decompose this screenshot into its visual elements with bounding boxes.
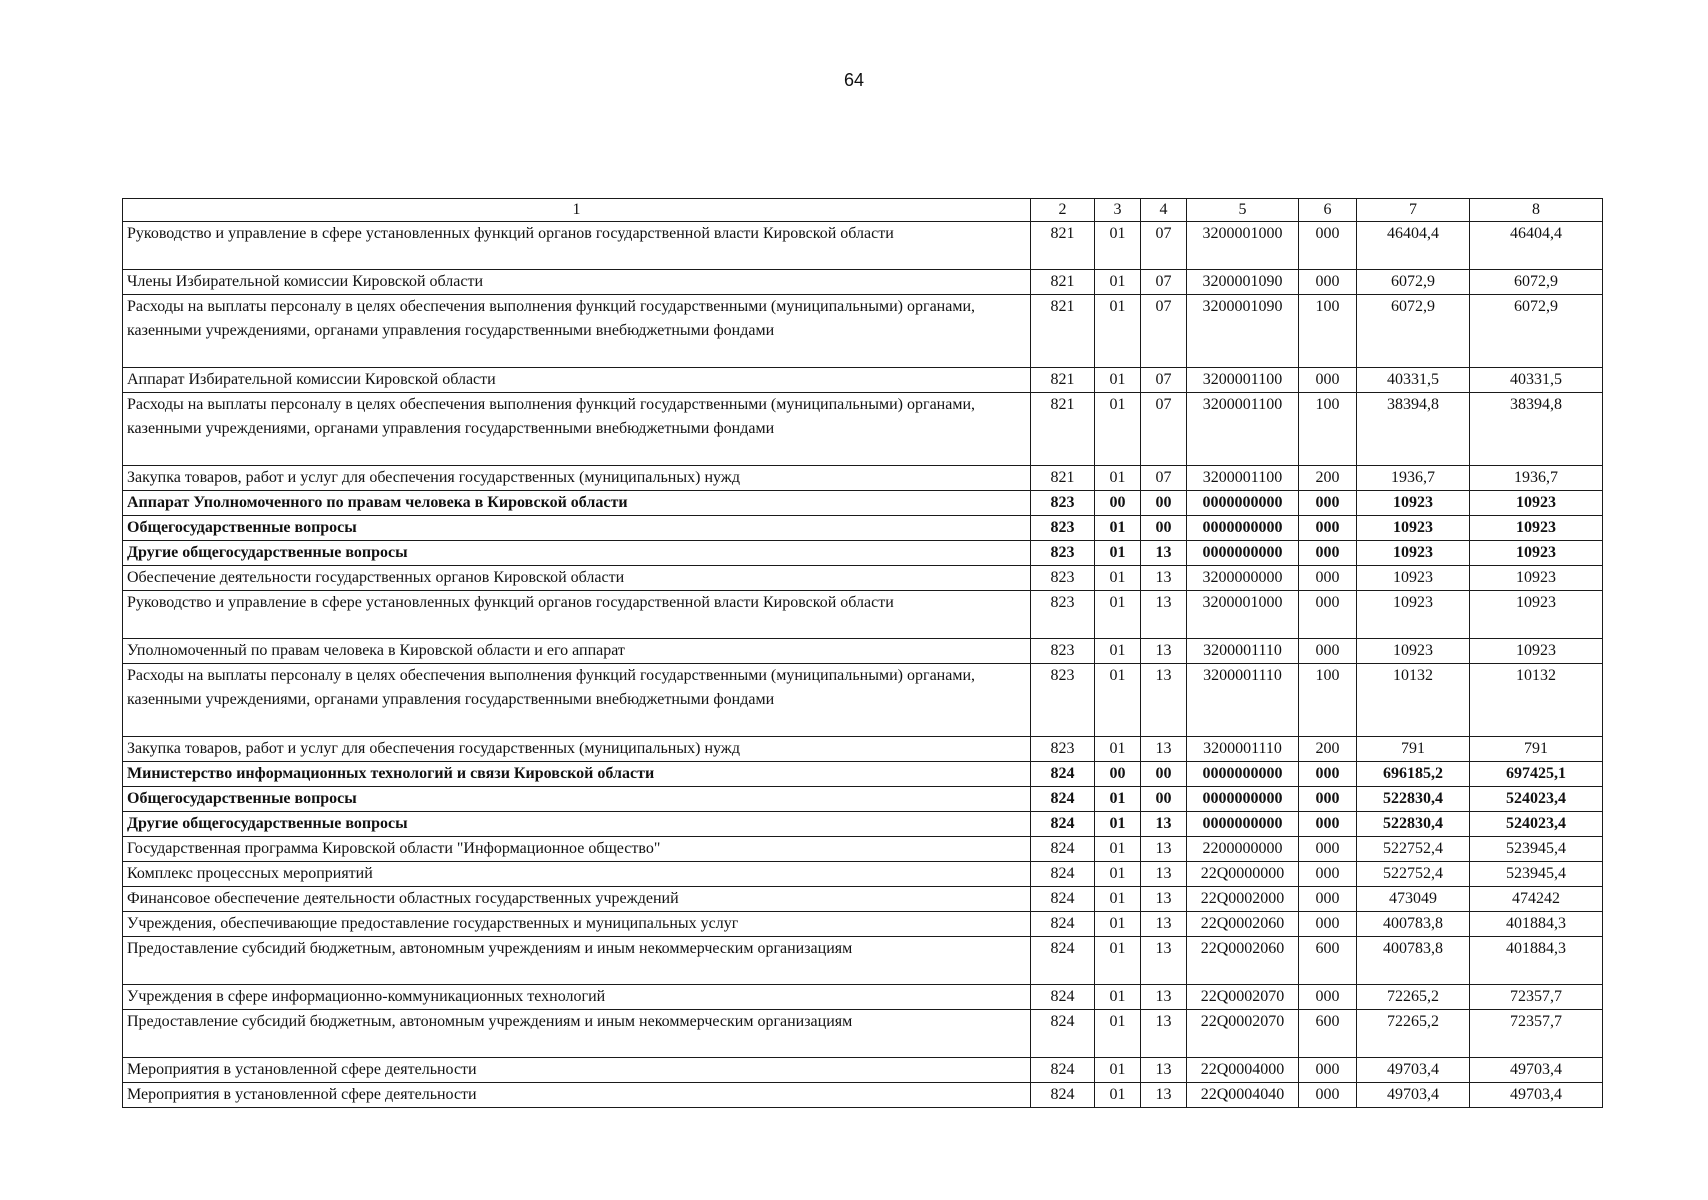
row-amount-cell: 10923 xyxy=(1357,566,1470,591)
row-amount-cell: 38394,8 xyxy=(1470,393,1603,466)
row-name-cell: Аппарат Избирательной комиссии Кировской области xyxy=(123,368,1031,393)
row-code-cell: 823 xyxy=(1031,664,1095,737)
row-code-cell: 823 xyxy=(1031,591,1095,639)
row-subsection-cell: 00 xyxy=(1141,491,1187,516)
row-expense-type-cell: 000 xyxy=(1299,566,1357,591)
row-amount-cell: 522830,4 xyxy=(1357,787,1470,812)
row-target-item-cell: 2200000000 xyxy=(1187,837,1299,862)
row-code-cell: 824 xyxy=(1031,1010,1095,1058)
row-name-cell: Комплекс процессных мероприятий xyxy=(123,862,1031,887)
row-amount-cell: 697425,1 xyxy=(1470,762,1603,787)
row-amount-cell: 10132 xyxy=(1357,664,1470,737)
header-cell: 8 xyxy=(1470,199,1603,222)
row-subsection-cell: 13 xyxy=(1141,1010,1187,1058)
row-amount-cell: 40331,5 xyxy=(1470,368,1603,393)
row-name-cell: Аппарат Уполномоченного по правам человека в Кировской области xyxy=(123,491,1031,516)
row-amount-cell: 6072,9 xyxy=(1470,270,1603,295)
row-subsection-cell: 13 xyxy=(1141,737,1187,762)
header-cell: 1 xyxy=(123,199,1031,222)
table-row xyxy=(123,862,1603,887)
row-name-cell: Общегосударственные вопросы xyxy=(123,516,1031,541)
row-name-cell: Финансовое обеспечение деятельности областных государственных учреждений xyxy=(123,887,1031,912)
table-row xyxy=(123,591,1603,639)
row-amount-cell: 10923 xyxy=(1470,541,1603,566)
row-subsection-cell: 07 xyxy=(1141,393,1187,466)
row-code-cell: 824 xyxy=(1031,862,1095,887)
row-amount-cell: 523945,4 xyxy=(1470,837,1603,862)
row-code-cell: 821 xyxy=(1031,222,1095,270)
row-code-cell: 823 xyxy=(1031,516,1095,541)
row-amount-cell: 10923 xyxy=(1470,639,1603,664)
row-amount-cell: 72265,2 xyxy=(1357,985,1470,1010)
row-section-cell: 01 xyxy=(1095,887,1141,912)
row-amount-cell: 522830,4 xyxy=(1357,812,1470,837)
row-code-cell: 823 xyxy=(1031,491,1095,516)
row-amount-cell: 46404,4 xyxy=(1470,222,1603,270)
row-code-cell: 824 xyxy=(1031,912,1095,937)
row-target-item-cell: 22Q0002060 xyxy=(1187,912,1299,937)
row-amount-cell: 10923 xyxy=(1470,491,1603,516)
row-expense-type-cell: 000 xyxy=(1299,222,1357,270)
row-target-item-cell: 22Q0002070 xyxy=(1187,985,1299,1010)
row-section-cell: 01 xyxy=(1095,566,1141,591)
row-subsection-cell: 13 xyxy=(1141,887,1187,912)
row-amount-cell: 1936,7 xyxy=(1470,466,1603,491)
row-code-cell: 824 xyxy=(1031,1083,1095,1108)
row-expense-type-cell: 000 xyxy=(1299,787,1357,812)
row-code-cell: 824 xyxy=(1031,1058,1095,1083)
row-amount-cell: 6072,9 xyxy=(1357,270,1470,295)
row-amount-cell: 696185,2 xyxy=(1357,762,1470,787)
row-expense-type-cell: 000 xyxy=(1299,812,1357,837)
row-amount-cell: 524023,4 xyxy=(1470,787,1603,812)
row-section-cell: 01 xyxy=(1095,270,1141,295)
row-expense-type-cell: 100 xyxy=(1299,295,1357,368)
row-amount-cell: 522752,4 xyxy=(1357,837,1470,862)
row-amount-cell: 10923 xyxy=(1470,516,1603,541)
row-name-cell: Мероприятия в установленной сфере деятельности xyxy=(123,1083,1031,1108)
row-amount-cell: 49703,4 xyxy=(1357,1058,1470,1083)
table-row xyxy=(123,393,1603,466)
row-section-cell: 01 xyxy=(1095,591,1141,639)
row-amount-cell: 46404,4 xyxy=(1357,222,1470,270)
row-name-cell: Расходы на выплаты персоналу в целях обеспечения выполнения функций государственными (муниципальными) органами, казенными учреждениями, органами управления государственными внебюджетными фондами xyxy=(123,295,1031,368)
row-amount-cell: 72357,7 xyxy=(1470,985,1603,1010)
table-row xyxy=(123,491,1603,516)
budget-table xyxy=(122,198,1603,1108)
row-expense-type-cell: 100 xyxy=(1299,393,1357,466)
row-subsection-cell: 13 xyxy=(1141,639,1187,664)
row-section-cell: 01 xyxy=(1095,541,1141,566)
row-amount-cell: 10923 xyxy=(1357,639,1470,664)
table-row xyxy=(123,270,1603,295)
row-amount-cell: 791 xyxy=(1470,737,1603,762)
table-row xyxy=(123,1010,1603,1058)
row-section-cell: 01 xyxy=(1095,1058,1141,1083)
row-expense-type-cell: 100 xyxy=(1299,664,1357,737)
row-amount-cell: 400783,8 xyxy=(1357,912,1470,937)
row-expense-type-cell: 600 xyxy=(1299,937,1357,985)
row-target-item-cell: 22Q0004040 xyxy=(1187,1083,1299,1108)
row-amount-cell: 38394,8 xyxy=(1357,393,1470,466)
row-target-item-cell: 3200000000 xyxy=(1187,566,1299,591)
row-name-cell: Государственная программа Кировской области "Информационное общество" xyxy=(123,837,1031,862)
row-expense-type-cell: 000 xyxy=(1299,912,1357,937)
row-target-item-cell: 3200001100 xyxy=(1187,466,1299,491)
row-code-cell: 823 xyxy=(1031,639,1095,664)
row-subsection-cell: 07 xyxy=(1141,295,1187,368)
row-amount-cell: 6072,9 xyxy=(1470,295,1603,368)
page-number: 64 xyxy=(843,70,865,90)
row-expense-type-cell: 000 xyxy=(1299,762,1357,787)
row-name-cell: Обеспечение деятельности государственных органов Кировской области xyxy=(123,566,1031,591)
row-target-item-cell: 3200001100 xyxy=(1187,368,1299,393)
row-name-cell: Руководство и управление в сфере установленных функций органов государственной власти Кировской области xyxy=(123,222,1031,270)
table-row xyxy=(123,787,1603,812)
row-amount-cell: 10923 xyxy=(1357,541,1470,566)
row-name-cell: Другие общегосударственные вопросы xyxy=(123,541,1031,566)
row-code-cell: 824 xyxy=(1031,787,1095,812)
row-code-cell: 824 xyxy=(1031,812,1095,837)
table-row xyxy=(123,812,1603,837)
row-target-item-cell: 22Q0000000 xyxy=(1187,862,1299,887)
row-amount-cell: 791 xyxy=(1357,737,1470,762)
row-amount-cell: 49703,4 xyxy=(1470,1083,1603,1108)
row-expense-type-cell: 200 xyxy=(1299,737,1357,762)
row-amount-cell: 49703,4 xyxy=(1357,1083,1470,1108)
row-name-cell: Члены Избирательной комиссии Кировской области xyxy=(123,270,1031,295)
row-subsection-cell: 13 xyxy=(1141,937,1187,985)
row-name-cell: Расходы на выплаты персоналу в целях обеспечения выполнения функций государственными (муниципальными) органами, казенными учреждениями, органами управления государственными внебюджетными фондами xyxy=(123,393,1031,466)
row-subsection-cell: 13 xyxy=(1141,566,1187,591)
row-name-cell: Уполномоченный по правам человека в Кировской области и его аппарат xyxy=(123,639,1031,664)
row-expense-type-cell: 000 xyxy=(1299,591,1357,639)
row-subsection-cell: 07 xyxy=(1141,368,1187,393)
row-name-cell: Расходы на выплаты персоналу в целях обеспечения выполнения функций государственными (муниципальными) органами, казенными учреждениями, органами управления государственными внебюджетными фондами xyxy=(123,664,1031,737)
row-section-cell: 01 xyxy=(1095,222,1141,270)
row-subsection-cell: 00 xyxy=(1141,516,1187,541)
row-amount-cell: 10923 xyxy=(1357,591,1470,639)
row-expense-type-cell: 000 xyxy=(1299,837,1357,862)
table-row xyxy=(123,368,1603,393)
row-subsection-cell: 13 xyxy=(1141,985,1187,1010)
row-code-cell: 824 xyxy=(1031,837,1095,862)
row-amount-cell: 401884,3 xyxy=(1470,937,1603,985)
row-expense-type-cell: 200 xyxy=(1299,466,1357,491)
row-amount-cell: 72357,7 xyxy=(1470,1010,1603,1058)
row-code-cell: 821 xyxy=(1031,466,1095,491)
row-code-cell: 823 xyxy=(1031,541,1095,566)
row-target-item-cell: 0000000000 xyxy=(1187,516,1299,541)
row-expense-type-cell: 600 xyxy=(1299,1010,1357,1058)
row-amount-cell: 523945,4 xyxy=(1470,862,1603,887)
row-section-cell: 01 xyxy=(1095,368,1141,393)
row-amount-cell: 524023,4 xyxy=(1470,812,1603,837)
table-row xyxy=(123,541,1603,566)
row-amount-cell: 400783,8 xyxy=(1357,937,1470,985)
row-section-cell: 00 xyxy=(1095,762,1141,787)
row-target-item-cell: 22Q0002000 xyxy=(1187,887,1299,912)
table-row xyxy=(123,937,1603,985)
header-cell: 7 xyxy=(1357,199,1470,222)
row-section-cell: 01 xyxy=(1095,1010,1141,1058)
table-row xyxy=(123,837,1603,862)
header-cell: 6 xyxy=(1299,199,1357,222)
row-code-cell: 821 xyxy=(1031,368,1095,393)
row-amount-cell: 474242 xyxy=(1470,887,1603,912)
row-target-item-cell: 22Q0002070 xyxy=(1187,1010,1299,1058)
row-amount-cell: 10923 xyxy=(1357,491,1470,516)
row-subsection-cell: 13 xyxy=(1141,912,1187,937)
row-name-cell: Мероприятия в установленной сфере деятельности xyxy=(123,1058,1031,1083)
row-subsection-cell: 13 xyxy=(1141,591,1187,639)
row-target-item-cell: 3200001090 xyxy=(1187,270,1299,295)
row-name-cell: Министерство информационных технологий и связи Кировской области xyxy=(123,762,1031,787)
table-row xyxy=(123,295,1603,368)
row-section-cell: 01 xyxy=(1095,837,1141,862)
row-target-item-cell: 3200001110 xyxy=(1187,639,1299,664)
row-expense-type-cell: 000 xyxy=(1299,516,1357,541)
row-expense-type-cell: 000 xyxy=(1299,1058,1357,1083)
row-section-cell: 01 xyxy=(1095,812,1141,837)
row-target-item-cell: 3200001110 xyxy=(1187,737,1299,762)
row-expense-type-cell: 000 xyxy=(1299,491,1357,516)
row-section-cell: 01 xyxy=(1095,393,1141,466)
row-target-item-cell: 22Q0004000 xyxy=(1187,1058,1299,1083)
row-expense-type-cell: 000 xyxy=(1299,1083,1357,1108)
row-subsection-cell: 13 xyxy=(1141,664,1187,737)
row-name-cell: Закупка товаров, работ и услуг для обеспечения государственных (муниципальных) нужд xyxy=(123,466,1031,491)
row-amount-cell: 40331,5 xyxy=(1357,368,1470,393)
table-row xyxy=(123,639,1603,664)
row-subsection-cell: 07 xyxy=(1141,270,1187,295)
row-section-cell: 01 xyxy=(1095,466,1141,491)
header-cell: 2 xyxy=(1031,199,1095,222)
row-target-item-cell: 22Q0002060 xyxy=(1187,937,1299,985)
header-cell: 3 xyxy=(1095,199,1141,222)
row-subsection-cell: 07 xyxy=(1141,466,1187,491)
table-header-row xyxy=(123,199,1603,222)
row-code-cell: 823 xyxy=(1031,737,1095,762)
row-amount-cell: 49703,4 xyxy=(1470,1058,1603,1083)
row-name-cell: Предоставление субсидий бюджетным, автономным учреждениям и иным некоммерческим организациям xyxy=(123,937,1031,985)
row-section-cell: 01 xyxy=(1095,937,1141,985)
row-subsection-cell: 13 xyxy=(1141,1058,1187,1083)
row-code-cell: 824 xyxy=(1031,887,1095,912)
row-amount-cell: 10923 xyxy=(1470,566,1603,591)
row-name-cell: Учреждения в сфере информационно-коммуникационных технологий xyxy=(123,985,1031,1010)
row-name-cell: Закупка товаров, работ и услуг для обеспечения государственных (муниципальных) нужд xyxy=(123,737,1031,762)
row-target-item-cell: 3200001000 xyxy=(1187,222,1299,270)
table-row xyxy=(123,985,1603,1010)
row-amount-cell: 72265,2 xyxy=(1357,1010,1470,1058)
row-section-cell: 01 xyxy=(1095,664,1141,737)
row-code-cell: 821 xyxy=(1031,270,1095,295)
row-subsection-cell: 13 xyxy=(1141,812,1187,837)
header-cell: 5 xyxy=(1187,199,1299,222)
row-amount-cell: 1936,7 xyxy=(1357,466,1470,491)
row-target-item-cell: 0000000000 xyxy=(1187,812,1299,837)
row-name-cell: Предоставление субсидий бюджетным, автономным учреждениям и иным некоммерческим организациям xyxy=(123,1010,1031,1058)
row-target-item-cell: 0000000000 xyxy=(1187,541,1299,566)
table-row xyxy=(123,912,1603,937)
row-name-cell: Руководство и управление в сфере установленных функций органов государственной власти Кировской области xyxy=(123,591,1031,639)
table-row xyxy=(123,1058,1603,1083)
row-expense-type-cell: 000 xyxy=(1299,639,1357,664)
row-amount-cell: 473049 xyxy=(1357,887,1470,912)
row-subsection-cell: 13 xyxy=(1141,862,1187,887)
table-row xyxy=(123,516,1603,541)
row-section-cell: 01 xyxy=(1095,985,1141,1010)
row-target-item-cell: 3200001110 xyxy=(1187,664,1299,737)
row-subsection-cell: 00 xyxy=(1141,762,1187,787)
row-amount-cell: 6072,9 xyxy=(1357,295,1470,368)
row-section-cell: 01 xyxy=(1095,516,1141,541)
row-subsection-cell: 07 xyxy=(1141,222,1187,270)
row-code-cell: 824 xyxy=(1031,985,1095,1010)
row-subsection-cell: 13 xyxy=(1141,837,1187,862)
table-row xyxy=(123,222,1603,270)
row-amount-cell: 401884,3 xyxy=(1470,912,1603,937)
row-name-cell: Другие общегосударственные вопросы xyxy=(123,812,1031,837)
row-target-item-cell: 3200001100 xyxy=(1187,393,1299,466)
row-section-cell: 01 xyxy=(1095,295,1141,368)
row-section-cell: 01 xyxy=(1095,639,1141,664)
row-subsection-cell: 13 xyxy=(1141,541,1187,566)
row-code-cell: 823 xyxy=(1031,566,1095,591)
row-amount-cell: 10923 xyxy=(1357,516,1470,541)
row-code-cell: 821 xyxy=(1031,393,1095,466)
row-name-cell: Общегосударственные вопросы xyxy=(123,787,1031,812)
row-section-cell: 01 xyxy=(1095,787,1141,812)
row-subsection-cell: 13 xyxy=(1141,1083,1187,1108)
row-amount-cell: 522752,4 xyxy=(1357,862,1470,887)
row-target-item-cell: 3200001090 xyxy=(1187,295,1299,368)
row-amount-cell: 10132 xyxy=(1470,664,1603,737)
row-target-item-cell: 0000000000 xyxy=(1187,787,1299,812)
row-section-cell: 01 xyxy=(1095,862,1141,887)
row-code-cell: 824 xyxy=(1031,762,1095,787)
table-row xyxy=(123,664,1603,737)
row-section-cell: 01 xyxy=(1095,737,1141,762)
row-subsection-cell: 00 xyxy=(1141,787,1187,812)
table-row xyxy=(123,887,1603,912)
row-expense-type-cell: 000 xyxy=(1299,368,1357,393)
table-row xyxy=(123,566,1603,591)
table-row xyxy=(123,762,1603,787)
row-target-item-cell: 0000000000 xyxy=(1187,762,1299,787)
table-body xyxy=(123,222,1603,1108)
row-target-item-cell: 3200001000 xyxy=(1187,591,1299,639)
header-cell: 4 xyxy=(1141,199,1187,222)
row-section-cell: 01 xyxy=(1095,912,1141,937)
row-target-item-cell: 0000000000 xyxy=(1187,491,1299,516)
row-code-cell: 821 xyxy=(1031,295,1095,368)
table-row xyxy=(123,737,1603,762)
table-row xyxy=(123,1083,1603,1108)
row-expense-type-cell: 000 xyxy=(1299,270,1357,295)
row-code-cell: 824 xyxy=(1031,937,1095,985)
row-expense-type-cell: 000 xyxy=(1299,541,1357,566)
row-section-cell: 01 xyxy=(1095,1083,1141,1108)
table-row xyxy=(123,466,1603,491)
row-name-cell: Учреждения, обеспечивающие предоставление государственных и муниципальных услуг xyxy=(123,912,1031,937)
row-expense-type-cell: 000 xyxy=(1299,862,1357,887)
row-amount-cell: 10923 xyxy=(1470,591,1603,639)
row-expense-type-cell: 000 xyxy=(1299,985,1357,1010)
row-section-cell: 00 xyxy=(1095,491,1141,516)
row-expense-type-cell: 000 xyxy=(1299,887,1357,912)
